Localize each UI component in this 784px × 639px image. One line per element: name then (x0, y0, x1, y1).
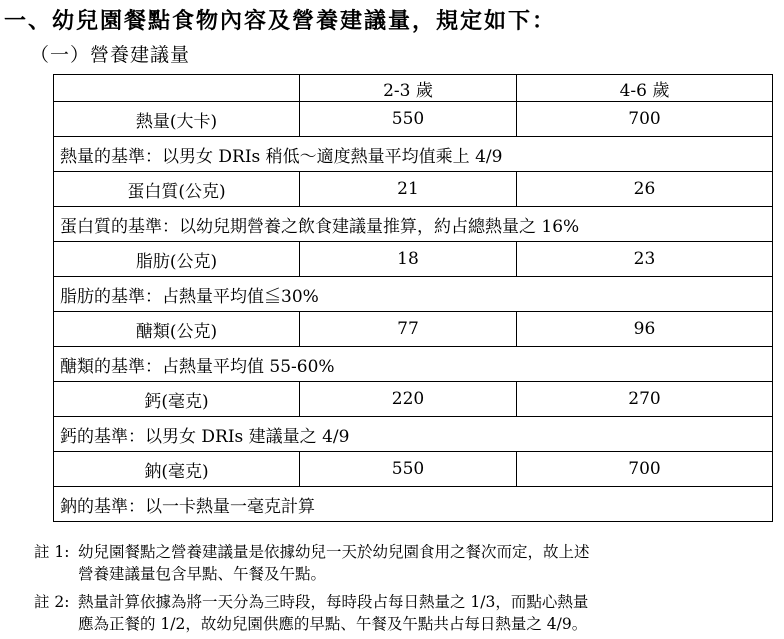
note-tag: 註 2: (34, 593, 70, 611)
value-2-3: 77 (300, 312, 517, 347)
table-row (54, 382, 773, 417)
value-4-6: 700 (517, 102, 773, 137)
value-4-6: 700 (517, 452, 773, 487)
basis-text: 脂肪的基準：占熱量平均值≦30% (54, 277, 773, 312)
note-text-cont: 營養建議量包含早點、午餐及午點。 (78, 565, 327, 583)
basis-text: 鈣的基準：以男女 DRIs 建議量之 4/9 (54, 417, 773, 452)
value-2-3: 21 (300, 172, 517, 207)
basis-text: 蛋白質的基準：以幼兒期營養之飲食建議量推算，約占總熱量之 16% (54, 207, 773, 242)
table-row (54, 102, 773, 137)
table-row (54, 452, 773, 487)
basis-row (54, 417, 773, 452)
note-1 (34, 540, 590, 584)
row-label: 醣類(公克) (54, 312, 300, 347)
table-row (54, 242, 773, 277)
note-text: 幼兒園餐點之營養建議量是依據幼兒一天於幼兒園食用之餐次而定，故上述 (78, 543, 590, 561)
basis-text: 醣類的基準：占熱量平均值 55-60% (54, 347, 773, 382)
value-4-6: 270 (517, 382, 773, 417)
page-heading: 一、幼兒園餐點食物內容及營養建議量，規定如下： (4, 8, 557, 34)
row-label: 脂肪(公克) (54, 242, 300, 277)
basis-row (54, 487, 773, 522)
value-4-6: 26 (517, 172, 773, 207)
value-2-3: 18 (300, 242, 517, 277)
header-age-2-3: 2-3 歲 (300, 75, 517, 102)
nutrition-table (53, 74, 773, 522)
note-text: 熱量計算依據為將一天分為三時段，每時段占每日熱量之 1/3，而點心熱量 (78, 593, 589, 611)
header-blank-cell (54, 75, 300, 102)
section-subheading: （一）營養建議量 (30, 44, 191, 66)
basis-row (54, 277, 773, 312)
basis-row (54, 207, 773, 242)
table-row (54, 172, 773, 207)
basis-text: 熱量的基準：以男女 DRIs 稍低～適度熱量平均值乘上 4/9 (54, 137, 773, 172)
note-tag: 註 1: (34, 543, 70, 561)
row-label: 熱量(大卡) (54, 102, 300, 137)
table-header-row (54, 75, 773, 102)
row-label: 鈣(毫克) (54, 382, 300, 417)
row-label: 蛋白質(公克) (54, 172, 300, 207)
value-4-6: 23 (517, 242, 773, 277)
row-label: 鈉(毫克) (54, 452, 300, 487)
basis-text: 鈉的基準：以一卡熱量一毫克計算 (54, 487, 773, 522)
table-row (54, 312, 773, 347)
value-4-6: 96 (517, 312, 773, 347)
note-2 (34, 590, 588, 634)
basis-row (54, 347, 773, 382)
basis-row (54, 137, 773, 172)
value-2-3: 220 (300, 382, 517, 417)
header-age-4-6: 4-6 歲 (517, 75, 773, 102)
value-2-3: 550 (300, 102, 517, 137)
note-text-cont: 應為正餐的 1/2，故幼兒園供應的早點、午餐及午點共占每日熱量之 4/9。 (78, 615, 588, 633)
value-2-3: 550 (300, 452, 517, 487)
